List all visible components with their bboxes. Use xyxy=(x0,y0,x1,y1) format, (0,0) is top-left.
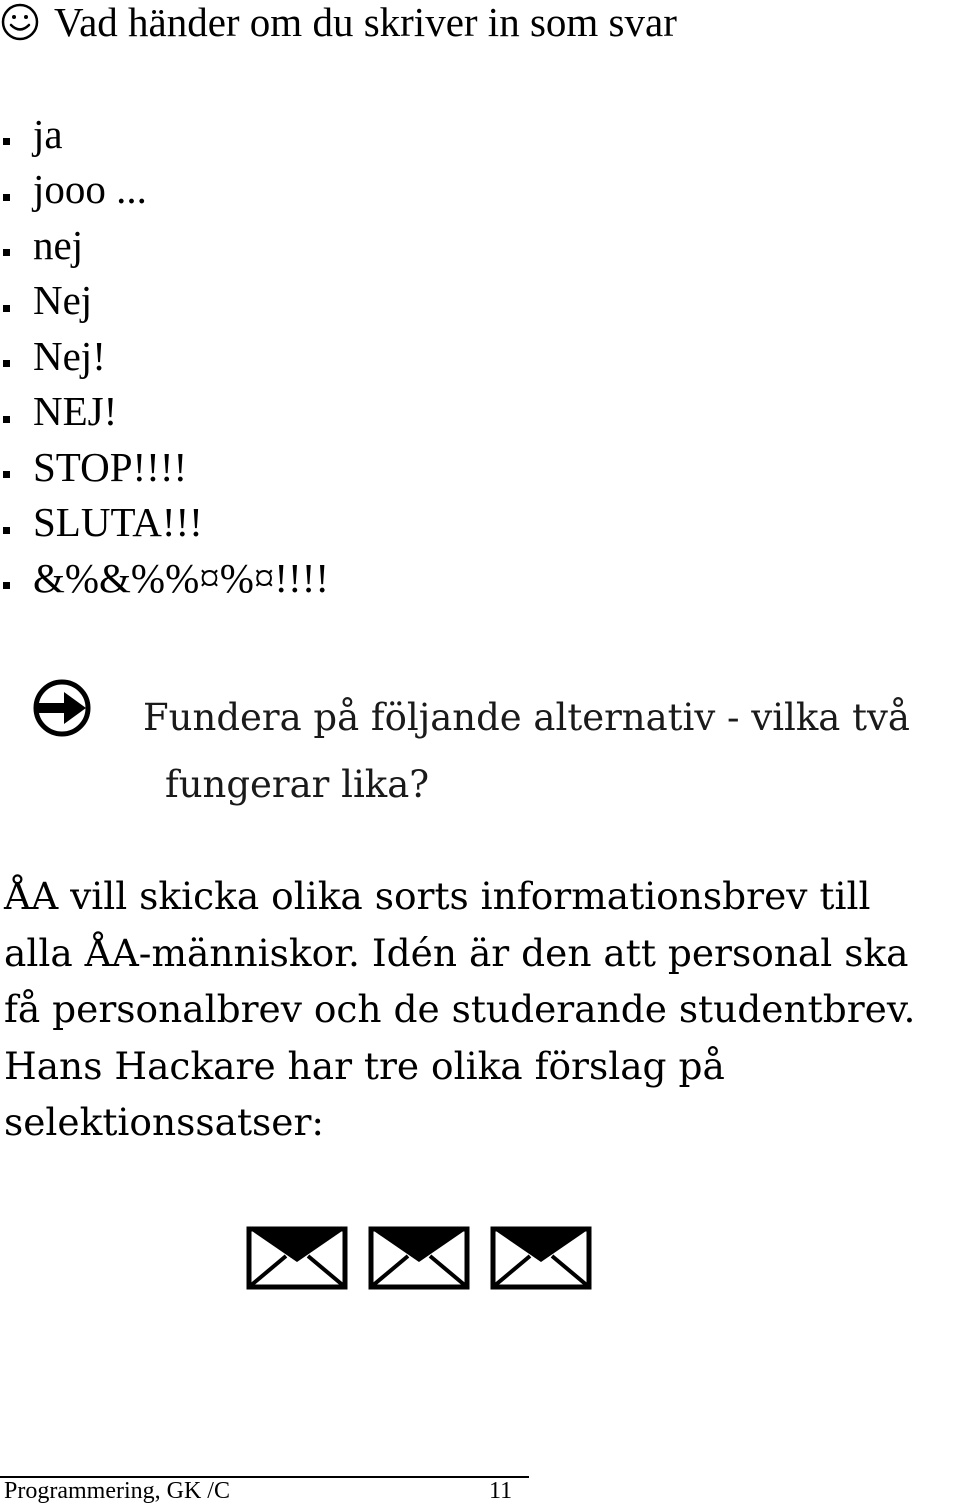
list-item: Nej! xyxy=(0,328,329,384)
page-number: 11 xyxy=(489,1478,513,1504)
right-arrow-circle-icon xyxy=(30,676,94,740)
square-bullet-icon xyxy=(3,360,10,367)
paragraph-line: Hans Hackare har tre olika förslag på xyxy=(4,1043,725,1088)
list-item: STOP!!!! xyxy=(0,439,329,495)
square-bullet-icon xyxy=(3,582,10,589)
square-bullet-icon xyxy=(3,138,10,145)
envelope-icon xyxy=(368,1226,470,1290)
slide-heading xyxy=(0,0,677,44)
paragraph-line: selektionssatser: xyxy=(4,1100,325,1144)
list-item: jooo ... xyxy=(0,162,329,218)
scenario-paragraph xyxy=(4,868,960,1151)
list-item: Nej xyxy=(0,273,329,329)
square-bullet-icon xyxy=(3,416,10,423)
paragraph-line: få personalbrev och de studerande studentbrev. xyxy=(4,987,916,1031)
smiley-icon xyxy=(0,2,40,42)
square-bullet-icon xyxy=(3,471,10,478)
square-bullet-icon xyxy=(3,249,10,256)
envelope-row xyxy=(246,1226,592,1290)
question-line-1: Fundera på följande alternativ - vilka två xyxy=(143,696,910,739)
paragraph-line: ÅA vill skicka olika sorts informationsbrev till xyxy=(4,874,871,918)
square-bullet-icon xyxy=(3,527,10,534)
envelope-icon xyxy=(490,1226,592,1290)
square-bullet-icon xyxy=(3,194,10,201)
envelope-icon xyxy=(246,1226,348,1290)
list-item: nej xyxy=(0,217,329,273)
list-item: &%&%%¤%¤!!!! xyxy=(0,550,329,606)
list-item: ja xyxy=(0,106,329,162)
square-bullet-icon xyxy=(3,305,10,312)
footer-course: Programmering, GK /C xyxy=(4,1478,230,1504)
list-item: SLUTA!!! xyxy=(0,495,329,551)
question-line-2: fungerar lika? xyxy=(165,763,430,806)
list-item: NEJ! xyxy=(0,384,329,440)
answer-list xyxy=(0,106,329,606)
paragraph-line: alla ÅA-människor. Idén är den att personal ska xyxy=(4,930,909,975)
heading-text: Vad händer om du skriver in som svar xyxy=(54,0,677,45)
